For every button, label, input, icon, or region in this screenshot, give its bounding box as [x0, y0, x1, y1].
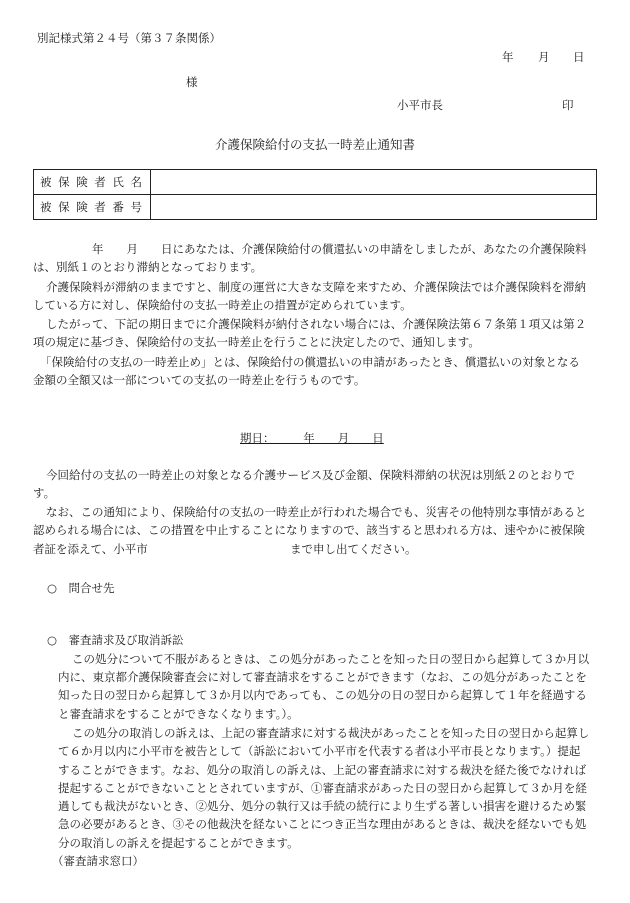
body-line: することができます。なお、処分の取消しの訴えは、上記の審査請求に対する裁決を経た後でなければ	[58, 763, 587, 777]
seal: 印	[562, 98, 574, 112]
body-line: と審査請求をすることができなくなります。）。	[58, 707, 299, 721]
body-line: 認められる場合には、この措置を中止することになりますので、該当すると思われる方は、速やかに被保険	[33, 523, 585, 537]
body-line: 者証を添えて、小平市	[33, 542, 148, 556]
table-row	[34, 170, 597, 195]
body-line: す。	[33, 486, 56, 500]
insured-number-value	[151, 195, 597, 220]
date-day: 日	[573, 50, 585, 64]
body-line: この処分について不服があるときは、この処分があったことを知った日の翌日から起算して３か月以	[72, 652, 590, 666]
contact-heading: ○ 問合せ先	[47, 581, 115, 595]
appeal-window-heading: （審査請求窓口）	[52, 854, 144, 868]
addressee-suffix: 様	[186, 75, 198, 89]
body-line: まで申し出てください。	[290, 542, 417, 556]
body-line: 知った日の翌日から起算して３か月以内であっても、この処分の日の翌日から起算して１年を経過する	[58, 688, 587, 702]
deadline: 期日： 年 月 日	[240, 431, 384, 445]
insured-info-table	[33, 169, 597, 220]
insured-number-label: 被保険者番号	[34, 195, 151, 220]
body-line: なお、この通知により、保険給付の支払の一時差止が行われた場合でも、災害その他特別な事情があると	[46, 505, 587, 519]
insured-name-label: 被保険者氏名	[34, 170, 151, 195]
body-line: 提起することができないこととされていますが、①審査請求があった日の翌日から起算して３か月を経	[58, 781, 587, 795]
body-line: は、別紙１のとおり滞納となっております。	[33, 260, 263, 274]
body-line: 項の規定に基づき、保険給付の支払一時差止を行うことに決定したので、通知します。	[33, 335, 480, 349]
body-line: 内に、東京都介護保険審査会に対して審査請求をすることができます（なお、この処分があったことを	[58, 670, 587, 684]
body-line: 「保険給付の支払の一時差止め」とは、保険給付の償還払いの申請があったとき、償還払いの対象となる	[40, 355, 580, 369]
body-line: 介護保険料が滞納のままですと、制度の運営に大きな支障を来すため、介護保険法では介護保険料を滞納	[46, 280, 587, 294]
body-line: している方に対し、保険給付の支払一時差止の措置が定められています。	[33, 298, 412, 312]
insured-name-value	[151, 170, 597, 195]
table-row	[34, 195, 597, 220]
body-line: 金額の全額又は一部についての支払の一時差止を行うものです。	[33, 373, 366, 387]
date-year: 年	[502, 50, 514, 64]
body-line: 年 月 日にあなたは、介護保険給付の償還払いの申請をしましたが、あなたの介護保険料	[92, 242, 587, 256]
form-number: 別記様式第２４号（第３７条関係）	[37, 31, 221, 45]
issuer: 小平市長	[397, 98, 443, 112]
body-line: 過しても裁決がないとき、②処分、処分の執行又は手続の続行により生ずる著しい損害を避けるため緊	[58, 799, 587, 813]
date-month: 月	[538, 50, 550, 64]
appeal-heading: ○ 審査請求及び取消訴訟	[47, 633, 184, 647]
body-line: したがって、下記の期日までに介護保険料が納付されない場合には、介護保険法第６７条第１項又は第２	[46, 317, 587, 331]
body-line: て６か月以内に小平市を被告として（訴訟において小平市を代表する者は小平市長となります。）提起	[58, 744, 581, 758]
body-line: この処分の取消しの訴えは、上記の審査請求に対する裁決があったことを知った日の翌日から起算し	[72, 726, 590, 740]
body-line: 今回給付の支払の一時差止の対象となる介護サービス及び金額、保険料滞納の状況は別紙２のとおりで	[46, 468, 575, 482]
body-line: 急の必要があるとき、③その他裁決を経ないことにつき正当な理由があるときは、裁決を経ないでも処	[58, 817, 587, 831]
document-title: 介護保険給付の支払一時差止通知書	[214, 137, 415, 152]
body-line: 分の取消しの訴えを提起することができます。	[58, 836, 299, 850]
